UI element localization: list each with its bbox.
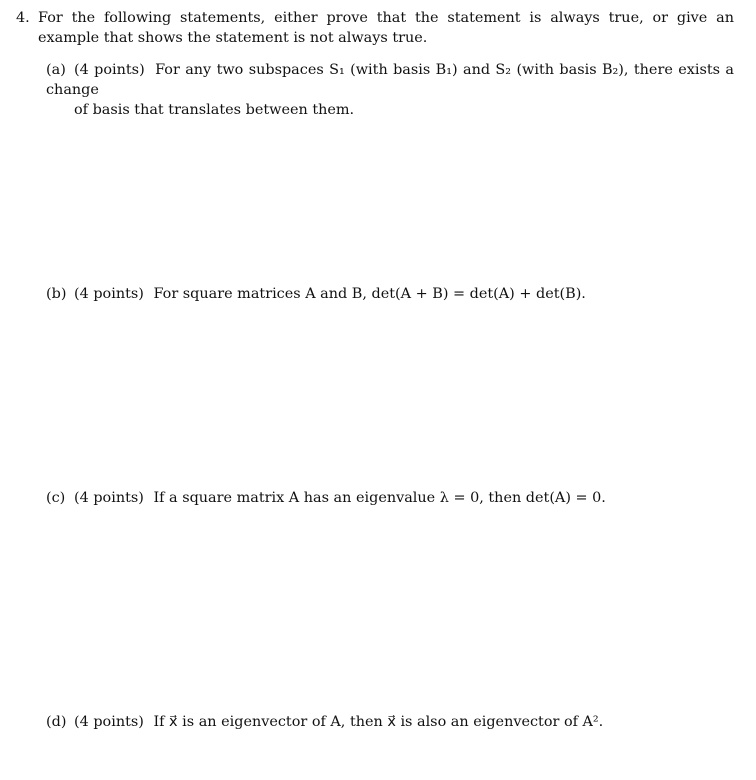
- part-b-points: (4 points): [74, 286, 144, 302]
- part-a-points: (4 points): [74, 62, 145, 78]
- part-c-label: (c): [46, 490, 66, 506]
- problem-4: [16, 8, 734, 48]
- part-c-points: (4 points): [74, 490, 144, 506]
- part-a-answer-space[interactable]: [46, 104, 734, 274]
- part-c: [46, 488, 734, 508]
- part-c-text: If a square matrix A has an eigenvalue λ = 0, then det(A) = 0.: [153, 490, 606, 506]
- part-c-answer-space[interactable]: [46, 512, 734, 702]
- part-b-label: (b): [46, 286, 67, 302]
- part-d: [46, 712, 734, 732]
- problem-number: 4.: [16, 10, 30, 26]
- part-a-text-line1: For any two subspaces S₁ (with basis B₁) and S₂ (with basis B₂), there exists a change: [46, 62, 734, 98]
- part-a-label: (a): [46, 62, 66, 78]
- part-a-text-line2: of basis that translates between them.: [74, 102, 355, 118]
- part-b: [46, 284, 734, 304]
- problem-statement: For the following statements, either prove that the statement is always true, or give an example that shows the statement is not always true.: [38, 10, 734, 46]
- part-d-points: (4 points): [74, 714, 144, 730]
- part-d-text: If x⃗ is an eigenvector of A, then x⃗ is also an eigenvector of A².: [153, 714, 604, 730]
- part-d-label: (d): [46, 714, 67, 730]
- part-b-text: For square matrices A and B, det(A + B) = det(A) + det(B).: [153, 286, 586, 302]
- part-b-answer-space[interactable]: [46, 308, 734, 478]
